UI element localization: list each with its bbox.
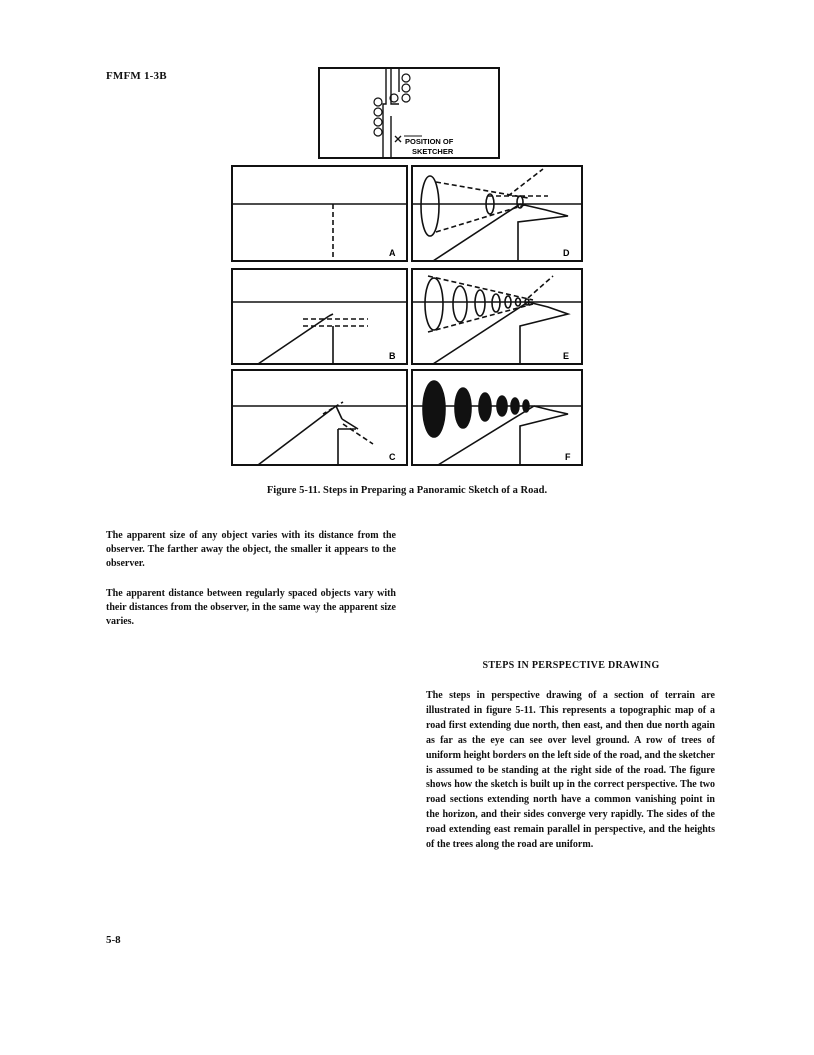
panel-c-letter: C: [389, 452, 396, 462]
panel-e-letter: E: [563, 351, 570, 361]
tree-circles: [374, 74, 410, 136]
paragraph-apparent-size: The apparent size of any object varies with its distance from the observer. The farther away the object, the smaller it appears to the observer.: [106, 530, 396, 569]
map-label-line1: POSITION OF: [405, 137, 454, 146]
sketcher-position-icon: [395, 136, 401, 142]
panel-b: [232, 269, 407, 364]
paragraph-perspective-steps: The steps in perspective drawing of a section of terrain are illustrated in figure 5-11. This represents a topographic map of a road first extending due north, then east, and then due north again as far as the eye can see over level ground. A row of trees of uniform height borders on the left side of the road, and the sketcher is assumed to be standing at the right side of the road. The figure shows how the sketch is built up in the correct perspective. The two road sections extending north have a common vanishing point in the horizon, and their sides converge very rapidly. The sides of the road extending east remain parallel in perspective, and the heights of the trees along the road are uniform.: [426, 690, 715, 851]
panel-f: [412, 370, 582, 465]
page-number: 5-8: [106, 934, 121, 946]
figure-drawing: [228, 64, 588, 468]
panel-c: [232, 370, 407, 465]
panel-d: [412, 166, 582, 261]
trees-silhouettes: [423, 381, 529, 437]
panel-b-letter: B: [389, 351, 396, 361]
document-id: FMFM 1-3B: [106, 70, 167, 82]
section-heading: STEPS IN PERSPECTIVE DRAWING: [482, 660, 660, 671]
panel-f-letter: F: [565, 452, 571, 462]
panel-a: [232, 166, 407, 261]
figure-caption: Figure 5-11. Steps in Preparing a Panoramic Sketch of a Road.: [266, 485, 548, 496]
figure-5-11: [228, 64, 588, 468]
panel-e: [412, 269, 582, 364]
panel-d-letter: D: [563, 248, 570, 258]
panel-a-letter: A: [389, 248, 396, 258]
map-label-line2: SKETCHER: [412, 147, 454, 156]
paragraph-apparent-distance: The apparent distance between regularly spaced objects vary with their distances from the observer, in the same way the apparent size varies.: [106, 588, 396, 627]
